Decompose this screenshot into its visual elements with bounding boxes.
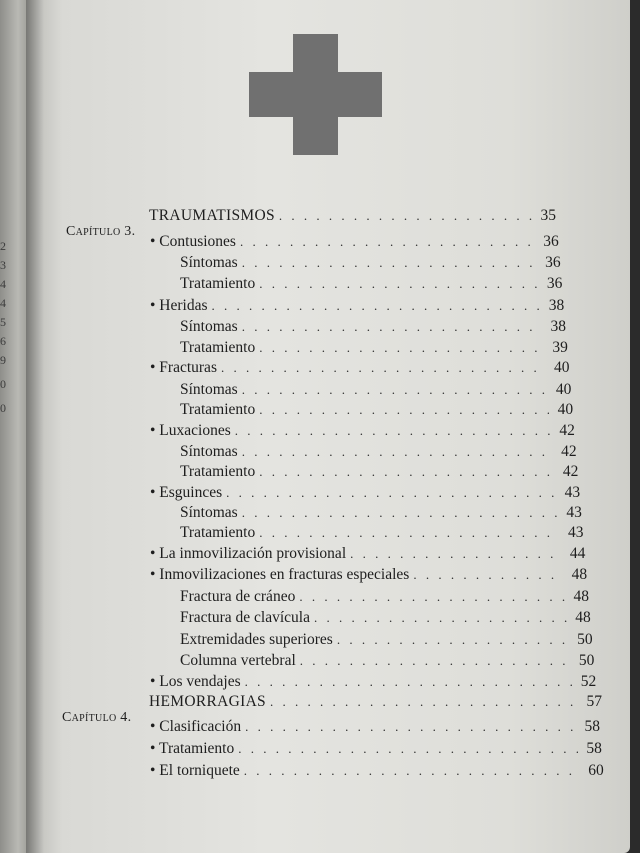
toc-entry-label: • Tratamiento: [150, 740, 235, 757]
left-margin-number: 0: [0, 401, 6, 415]
leader-dots: [337, 632, 569, 648]
toc-page-number: 42: [562, 463, 579, 480]
toc-page-number: 48: [575, 609, 591, 626]
toc-page-number: 42: [559, 422, 575, 439]
toc-section-entry: [150, 673, 596, 691]
toc-subsection-entry: [180, 463, 578, 481]
toc-section-entry: [150, 566, 587, 584]
leader-dots: [226, 485, 556, 501]
toc-entry-label: • Clasificación: [150, 718, 242, 735]
toc-page-number: 58: [586, 740, 602, 757]
toc-entry-label: Extremidades superiores: [180, 631, 333, 648]
toc-page-number: 43: [568, 524, 584, 541]
toc-entry-label: • Esguinces: [150, 484, 223, 501]
leader-dots: [314, 610, 567, 626]
leader-dots: [212, 298, 541, 314]
toc-entry-label: Tratamiento: [180, 275, 256, 292]
leader-dots: [300, 653, 571, 669]
toc-subsection-entry: [180, 318, 566, 336]
toc-entry-label: Tratamiento: [180, 339, 256, 356]
toc-section-entry: [150, 718, 600, 736]
left-margin-number: 6: [0, 334, 6, 348]
leader-dots: [259, 276, 538, 292]
left-margin-number: 0: [0, 377, 6, 391]
toc-section-entry: [150, 422, 575, 440]
toc-entry-label: Síntomas: [180, 254, 238, 271]
toc-entry-label: HEMORRAGIAS: [149, 693, 266, 710]
left-margin-number: 2: [0, 239, 6, 253]
toc-subsection-entry: [180, 254, 561, 272]
toc-entry-label: TRAUMATISMOS: [149, 207, 275, 224]
toc-page-number: 43: [566, 504, 582, 521]
toc-subsection-entry: [180, 631, 593, 649]
leader-dots: [259, 340, 544, 356]
leader-dots: [242, 505, 558, 521]
toc-entry-label: • Fracturas: [150, 359, 217, 376]
toc-page-number: 42: [561, 443, 577, 460]
toc-entry-label: • Heridas: [150, 297, 208, 314]
toc-page-number: 38: [548, 297, 565, 314]
toc-subsection-entry: [180, 609, 591, 627]
toc-subsection-entry: [180, 381, 571, 399]
toc-page-number: 44: [569, 545, 586, 562]
toc-entry-label: Síntomas: [180, 504, 238, 521]
toc-entry-label: Síntomas: [180, 318, 238, 335]
leader-dots: [270, 694, 578, 710]
toc-section-entry: [150, 762, 604, 780]
leader-dots: [259, 525, 559, 541]
toc-section-entry: [150, 359, 570, 377]
left-margin-number: 4: [0, 277, 6, 291]
leader-dots: [245, 674, 573, 690]
toc-entry-label: • Inmovilizaciones en fracturas especiales: [150, 566, 410, 583]
leader-dots: [413, 567, 563, 583]
toc-section-entry: [150, 233, 559, 251]
toc-entry-label: • Contusiones: [150, 233, 236, 250]
left-margin-number: 4: [0, 296, 6, 310]
toc-page-number: 39: [552, 339, 568, 356]
toc-subsection-entry: [180, 443, 577, 461]
chapter-title-row: [149, 693, 602, 711]
leader-dots: [245, 719, 576, 735]
toc-entry-label: Tratamiento: [180, 401, 256, 418]
toc-page-number: 50: [577, 631, 593, 648]
leader-dots: [235, 423, 551, 439]
leader-dots: [242, 255, 537, 271]
leader-dots: [221, 360, 546, 376]
toc-page-number: 40: [554, 359, 570, 376]
toc-subsection-entry: [180, 275, 562, 293]
toc-page-number: 57: [586, 693, 602, 710]
toc-page-number: 48: [573, 588, 589, 605]
toc-page-number: 36: [546, 275, 563, 292]
toc-entry-label: Síntomas: [180, 443, 238, 460]
toc-section-entry: [150, 740, 602, 758]
leader-dots: [259, 402, 549, 418]
left-margin-number: 3: [0, 258, 6, 272]
toc-page-number: 60: [588, 762, 604, 779]
toc-page-number: 43: [564, 484, 581, 501]
toc-section-entry: [150, 297, 564, 315]
toc-entry-label: Tratamiento: [180, 524, 256, 541]
toc-entry-label: • Luxaciones: [150, 422, 231, 439]
toc-subsection-entry: [180, 588, 589, 606]
toc-page-number: 40: [555, 381, 572, 398]
toc-subsection-entry: [180, 504, 582, 522]
leader-dots: [238, 741, 578, 757]
toc-page-number: 50: [578, 652, 595, 669]
chapter-label: Capítulo 4.: [62, 710, 132, 725]
leader-dots: [242, 444, 553, 460]
toc-page-number: 36: [545, 254, 561, 271]
toc-page-number: 38: [550, 318, 567, 335]
chapter-label: Capítulo 3.: [66, 224, 136, 239]
toc-section-entry: [150, 545, 585, 563]
leader-dots: [299, 589, 565, 605]
toc-page-number: 35: [540, 207, 556, 224]
toc-entry-label: • Los vendajes: [150, 673, 241, 690]
leader-dots: [242, 319, 542, 335]
toc-entry-label: Tratamiento: [180, 463, 256, 480]
leader-dots: [279, 208, 532, 224]
toc-page-number: 48: [571, 566, 588, 583]
toc-subsection-entry: [180, 652, 594, 670]
toc-page-number: 52: [580, 673, 597, 690]
toc-section-entry: [150, 484, 580, 502]
chapter-title-row: [149, 207, 556, 225]
toc-entry-label: Síntomas: [180, 381, 238, 398]
leader-dots: [244, 763, 580, 779]
toc-subsection-entry: [180, 524, 584, 542]
toc-entry-label: • La inmovilización provisional: [150, 545, 347, 562]
left-margin-number: 5: [0, 315, 6, 329]
leader-dots: [242, 382, 548, 398]
leader-dots: [259, 464, 554, 480]
toc-subsection-entry: [180, 401, 573, 419]
leader-dots: [350, 546, 561, 562]
toc-entry-label: Fractura de clavícula: [180, 609, 310, 626]
leader-dots: [240, 234, 535, 250]
toc-subsection-entry: [180, 339, 568, 357]
left-margin-number: 9: [0, 353, 6, 367]
toc-page-number: 40: [557, 401, 574, 418]
toc-entry-label: • El torniquete: [150, 762, 240, 779]
toc-entry-label: Fractura de cráneo: [180, 588, 296, 605]
toc-entry-label: Columna vertebral: [180, 652, 296, 669]
toc-page-number: 58: [584, 718, 601, 735]
toc-page-number: 36: [543, 233, 559, 250]
